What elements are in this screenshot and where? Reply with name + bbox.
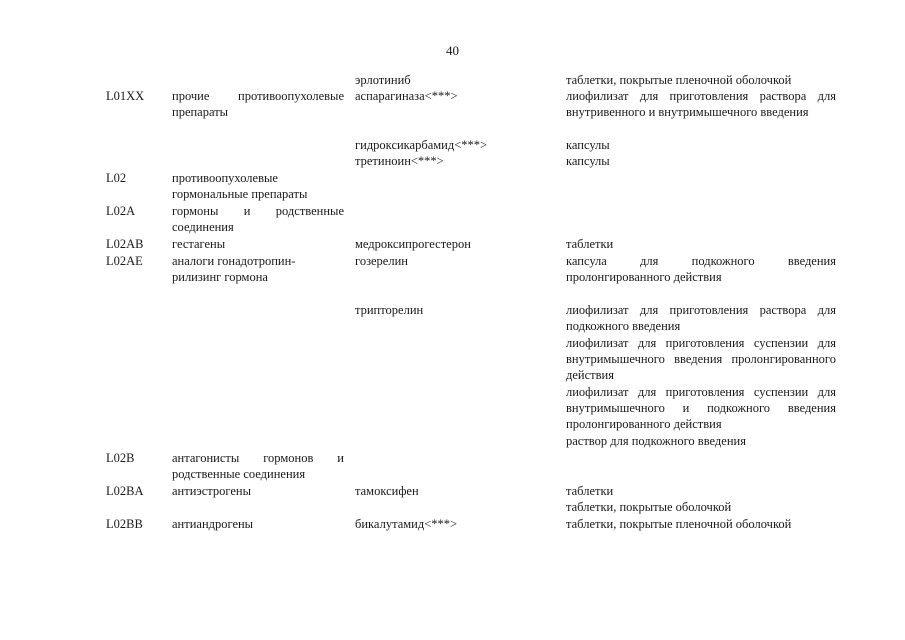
dosage-form: капсула для подкожного введения пролонгированного действия bbox=[566, 254, 836, 284]
dosage-form: лиофилизат для приготовления суспензии для внутримышечного введения пролонгированного действия bbox=[566, 336, 836, 382]
dosage-form: таблетки, покрытые оболочкой bbox=[566, 500, 732, 514]
atc-code: L02A bbox=[106, 204, 136, 218]
atc-code: L02B bbox=[106, 451, 135, 465]
page-number: 40 bbox=[446, 43, 459, 58]
dosage-form: капсулы bbox=[566, 138, 610, 152]
drug-name: бикалутамид<***> bbox=[355, 517, 458, 531]
dosage-form: капсулы bbox=[566, 154, 610, 168]
drug-name: аспарагиназа<***> bbox=[355, 89, 458, 103]
atc-code: L02BA bbox=[106, 484, 144, 498]
dosage-form: лиофилизат для приготовления суспензии для внутримышечного и подкожного введения пролонгированного действия bbox=[566, 385, 836, 431]
group-name: аналоги гонадотропин-рилизинг гормона bbox=[172, 254, 296, 284]
drug-name: третиноин<***> bbox=[355, 154, 444, 168]
dosage-form: таблетки bbox=[566, 237, 614, 251]
atc-code: L02AE bbox=[106, 254, 143, 268]
dosage-form: раствор для подкожного введения bbox=[566, 434, 746, 448]
group-name: антиэстрогены bbox=[172, 484, 252, 498]
dosage-form: лиофилизат для приготовления раствора для подкожного введения bbox=[566, 303, 836, 333]
drug-name: эрлотиниб bbox=[355, 73, 411, 87]
drug-name: гозерелин bbox=[355, 254, 408, 268]
dosage-form: таблетки bbox=[566, 484, 614, 498]
atc-code: L02AB bbox=[106, 237, 144, 251]
group-name: гестагены bbox=[172, 237, 226, 251]
drug-name: гидроксикарбамид<***> bbox=[355, 138, 488, 152]
group-name: противоопухолевые гормональные препараты bbox=[172, 171, 308, 201]
drug-name: медроксипрогестерон bbox=[355, 237, 471, 251]
dosage-form: лиофилизат для приготовления раствора для внутривенного и внутримышечного введения bbox=[566, 89, 836, 119]
group-name: антагонисты гормонов и родственные соединения bbox=[172, 451, 344, 481]
atc-code: L01XX bbox=[106, 89, 145, 103]
drug-name: тамоксифен bbox=[355, 484, 419, 498]
group-name: антиандрогены bbox=[172, 517, 254, 531]
atc-code: L02 bbox=[106, 171, 127, 185]
group-name: гормоны и родственные соединения bbox=[172, 204, 344, 234]
atc-code: L02BB bbox=[106, 517, 143, 531]
dosage-form: таблетки, покрытые пленочной оболочкой bbox=[566, 517, 792, 531]
drug-name: трипторелин bbox=[355, 303, 424, 317]
dosage-form: таблетки, покрытые пленочной оболочкой bbox=[566, 73, 792, 87]
group-name: прочие противоопухолевые препараты bbox=[172, 89, 344, 119]
